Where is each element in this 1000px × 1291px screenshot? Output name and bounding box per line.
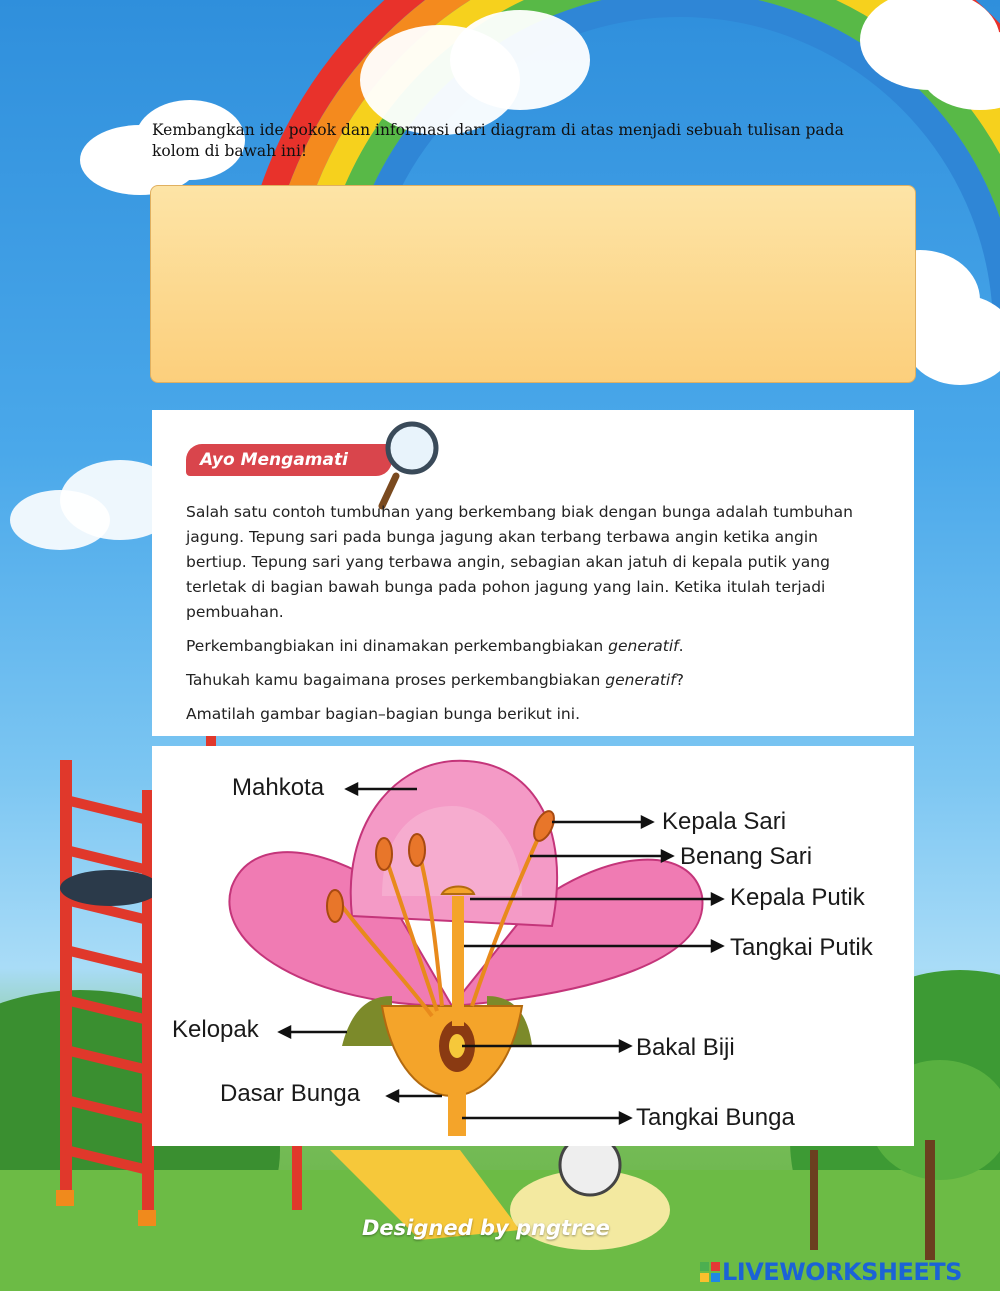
- pngtree-watermark: Designed by pngtree: [362, 1216, 610, 1240]
- label-bakal-biji: Bakal Biji: [636, 1034, 735, 1061]
- paragraph-4: Amatilah gambar bagian–bagian bunga berikut ini.: [186, 705, 580, 723]
- paragraph-2: Perkembangbiakan ini dinamakan perkembangbiakan generatif.: [186, 637, 684, 655]
- liveworksheets-text: LIVEWORKSHEETS: [722, 1258, 962, 1286]
- label-mahkota: Mahkota: [232, 774, 325, 801]
- paragraph-3: Tahukah kamu bagaimana proses perkembangbiakan generatif?: [186, 671, 684, 689]
- slide-post: [206, 736, 216, 746]
- instruction-text: Kembangkan ide pokok dan informasi dari diagram di atas menjadi sebuah tulisan pada kolom di bawah ini!: [152, 121, 844, 160]
- label-tangkai-bunga: Tangkai Bunga: [636, 1104, 795, 1131]
- label-tangkai-putik: Tangkai Putik: [730, 934, 873, 961]
- answer-textbox[interactable]: [150, 185, 916, 383]
- paragraph-1: Salah satu contoh tumbuhan yang berkembang biak dengan bunga adalah tumbuhan jagung. Tepung sari pada bunga jagung akan terbang terbawa angin ketika angin bertiup. Tepung sari yang terbawa angin, sebagian akan jatuh di kepala putik yang terletak di bagian bawah bunga pada pohon jagung yang lain. Ketika itulah terjadi pembuahan.: [186, 503, 853, 621]
- liveworksheets-icon: [700, 1262, 720, 1282]
- slide-post: [292, 1140, 302, 1210]
- magnifier-icon: [374, 418, 444, 513]
- tree-trunk: [810, 1150, 818, 1250]
- flower-diagram-card: [152, 746, 914, 1146]
- flower-stalk: [448, 1091, 466, 1136]
- label-kepala-putik: Kepala Putik: [730, 884, 865, 911]
- tree-trunk: [925, 1140, 935, 1260]
- ayo-mengamati-card: [152, 410, 914, 736]
- label-kelopak: Kelopak: [172, 1016, 259, 1043]
- ayo-mengamati-banner: Ayo Mengamati: [186, 444, 392, 476]
- label-kepala-sari: Kepala Sari: [662, 808, 787, 835]
- label-dasar-bunga: Dasar Bunga: [220, 1080, 361, 1107]
- liveworksheets-logo[interactable]: [700, 1258, 962, 1286]
- label-benang-sari: Benang Sari: [680, 843, 813, 870]
- style: [452, 896, 464, 1026]
